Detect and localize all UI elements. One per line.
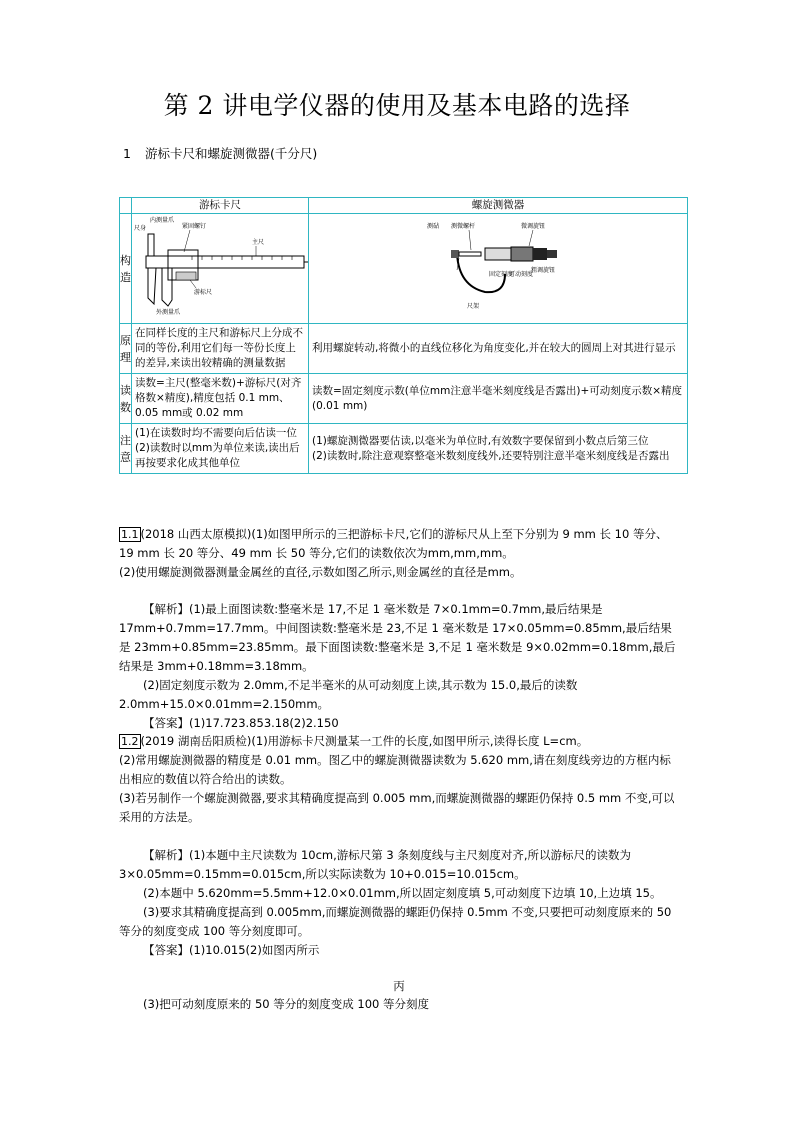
micrometer-notes: (1)螺旋测微器要估读,以毫米为单位时,有效数字要保留到小数点后第三位 (2)读数时,除注意观察整毫米数刻度线外,还要特别注意半毫米刻度线是否露出 [309,424,688,474]
caliper-principle: 在同样长度的主尺和游标尺上分成不同的等份,利用它们每一等份长度上的差异,来读出较精确的测量数据 [132,324,309,374]
page-title: 第 2 讲电学仪器的使用及基本电路的选择 [163,91,631,120]
micrometer-figure [309,214,688,324]
micrometer-label-coarse-knob: 粗调旋钮 [531,267,556,274]
caliper-label-outer-jaw: 外测量爪 [156,309,181,316]
caliper-reading: 读数=主尺(整毫米数)+游标尺(对齐格数×精度),精度包括 0.1 mm、0.05 mm或 0.02 mm [132,374,309,424]
answer-text: 【答案】(1)10.015(2)如图丙所示 [143,943,320,957]
question-text: (2)常用螺旋测微器的精度是 0.01 mm。图乙中的螺旋测微器读数为 5.620 mm,请在刻度线旁边的方框内标出相应的数值以符合给出的读数。 [119,753,671,786]
analysis-text: 【解析】(1)最上面图读数:整毫米是 17,不足 1 毫米数是 7×0.1mm=0.7mm,最后结果是 17mm+0.7mm=17.7mm。中间图读数:整毫米是 23,不足 1 毫米数是 17×0.05mm=0.85mm,最后结果是 23mm+0.85mm=23.85mm。最下面图读数:整毫米是 3,不足 1 毫米数是 9×0.02mm=0.18mm,最后结果是 3mm+0.18mm=3.18mm。 [119,602,676,673]
table-row [120,324,688,374]
question-number: 1.1 [121,528,139,541]
row-label-principle: 原理 [120,324,132,374]
micrometer-label-thimble: 可动刻度 [509,271,534,278]
analysis-text: (2)本题中 5.620mm=5.5mm+12.0×0.01mm,所以固定刻度填 5,可动刻度下边填 10,上边填 15。 [143,886,662,900]
micrometer-label-ratchet: 微调旋钮 [521,223,546,230]
section-number: 1 [123,146,131,161]
question-1 [119,525,679,582]
instrument-comparison-table [119,197,688,474]
caliper-label-screw: 紧固螺钉 [182,223,207,230]
micrometer-label-spindle: 测微螺杆 [451,223,476,230]
question-text: (2019 湖南岳阳质检)(1)用游标卡尺测量某一工件的长度,如图甲所示,读得长度 L=cm。 [140,734,589,748]
analysis-text: (3)要求其精确度提高到 0.005mm,而螺旋测微器的螺距仍保持 0.5mm 不变,只要把可动刻度原来的 50 等分的刻度变成 100 等分刻度即可。 [119,905,672,938]
table-header-row [120,198,688,214]
micrometer-label-sleeve: 固定刻度 [489,271,514,278]
table-row [120,374,688,424]
question-text: (2)使用螺旋测微器测量金属丝的直径,示数如图乙所示,则金属丝的直径是mm。 [119,565,522,579]
caliper-label-vernier: 游标尺 [194,289,213,296]
row-label-notes: 注意 [120,424,132,474]
header-caliper: 游标卡尺 [132,198,309,214]
table-row [120,214,688,324]
micrometer-reading: 读数=固定刻度示数(单位mm注意半毫米刻度线是否露出)+可动刻度示数×精度(0.01 mm) [309,374,688,424]
row-label-structure: 构造 [120,214,132,324]
micrometer-label-anvil: 测砧 [427,223,440,230]
analysis-text: 【解析】(1)本题中主尺读数为 10cm,游标尺第 3 条刻度线与主尺刻度对齐,所以游标尺的读数为 3×0.05mm=0.15mm=0.015cm,所以实际读数为 10+0.015=10.015cm。 [119,848,632,881]
figure-caption: 丙 [393,979,405,993]
question-2 [119,732,679,827]
micrometer-label-frame: 尺架 [467,303,480,310]
caliper-label-inner-jaw: 内测量爪 [150,217,175,224]
answer-text: 【答案】(1)17.723.853.18(2)2.150 [143,716,339,730]
caliper-notes: (1)在读数时均不需要向后估读一位 (2)读数时以mm为单位来读,读出后再按要求化成其他单位 [132,424,309,474]
analysis-1 [119,600,679,733]
caliper-label-frame: 尺身 [134,225,147,232]
header-micrometer: 螺旋测微器 [309,198,688,214]
table-corner-cell [120,198,132,214]
question-text: (2018 山西太原模拟)(1)如图甲所示的三把游标卡尺,它们的游标尺从上至下分别为 9 mm 长 10 等分、19 mm 长 20 等分、49 mm 长 50 等分,它们的读数依次为mm,mm,mm。 [119,527,668,560]
section-text: 游标卡尺和螺旋测微器(千分尺) [145,146,318,161]
micrometer-principle: 利用螺旋转动,将微小的直线位移化为角度变化,并在较大的圆周上对其进行显示 [309,324,688,374]
question-text: (3)若另制作一个螺旋测微器,要求其精确度提高到 0.005 mm,而螺旋测微器的螺距仍保持 0.5 mm 不变,可以采用的方法是。 [119,791,675,824]
analysis-2 [119,846,679,960]
section-heading [123,144,317,162]
table-row [120,424,688,474]
caliper-figure [132,214,309,324]
caliper-label-main-scale: 主尺 [252,239,265,246]
question-number: 1.2 [121,735,139,748]
answer-text: (3)把可动刻度原来的 50 等分的刻度变成 100 等分刻度 [143,997,429,1011]
analysis-text: (2)固定刻度示数为 2.0mm,不足半毫米的从可动刻度上读,其示数为 15.0,最后的读数2.0mm+15.0×0.01mm=2.150mm。 [119,678,578,711]
row-label-reading: 读数 [120,374,132,424]
